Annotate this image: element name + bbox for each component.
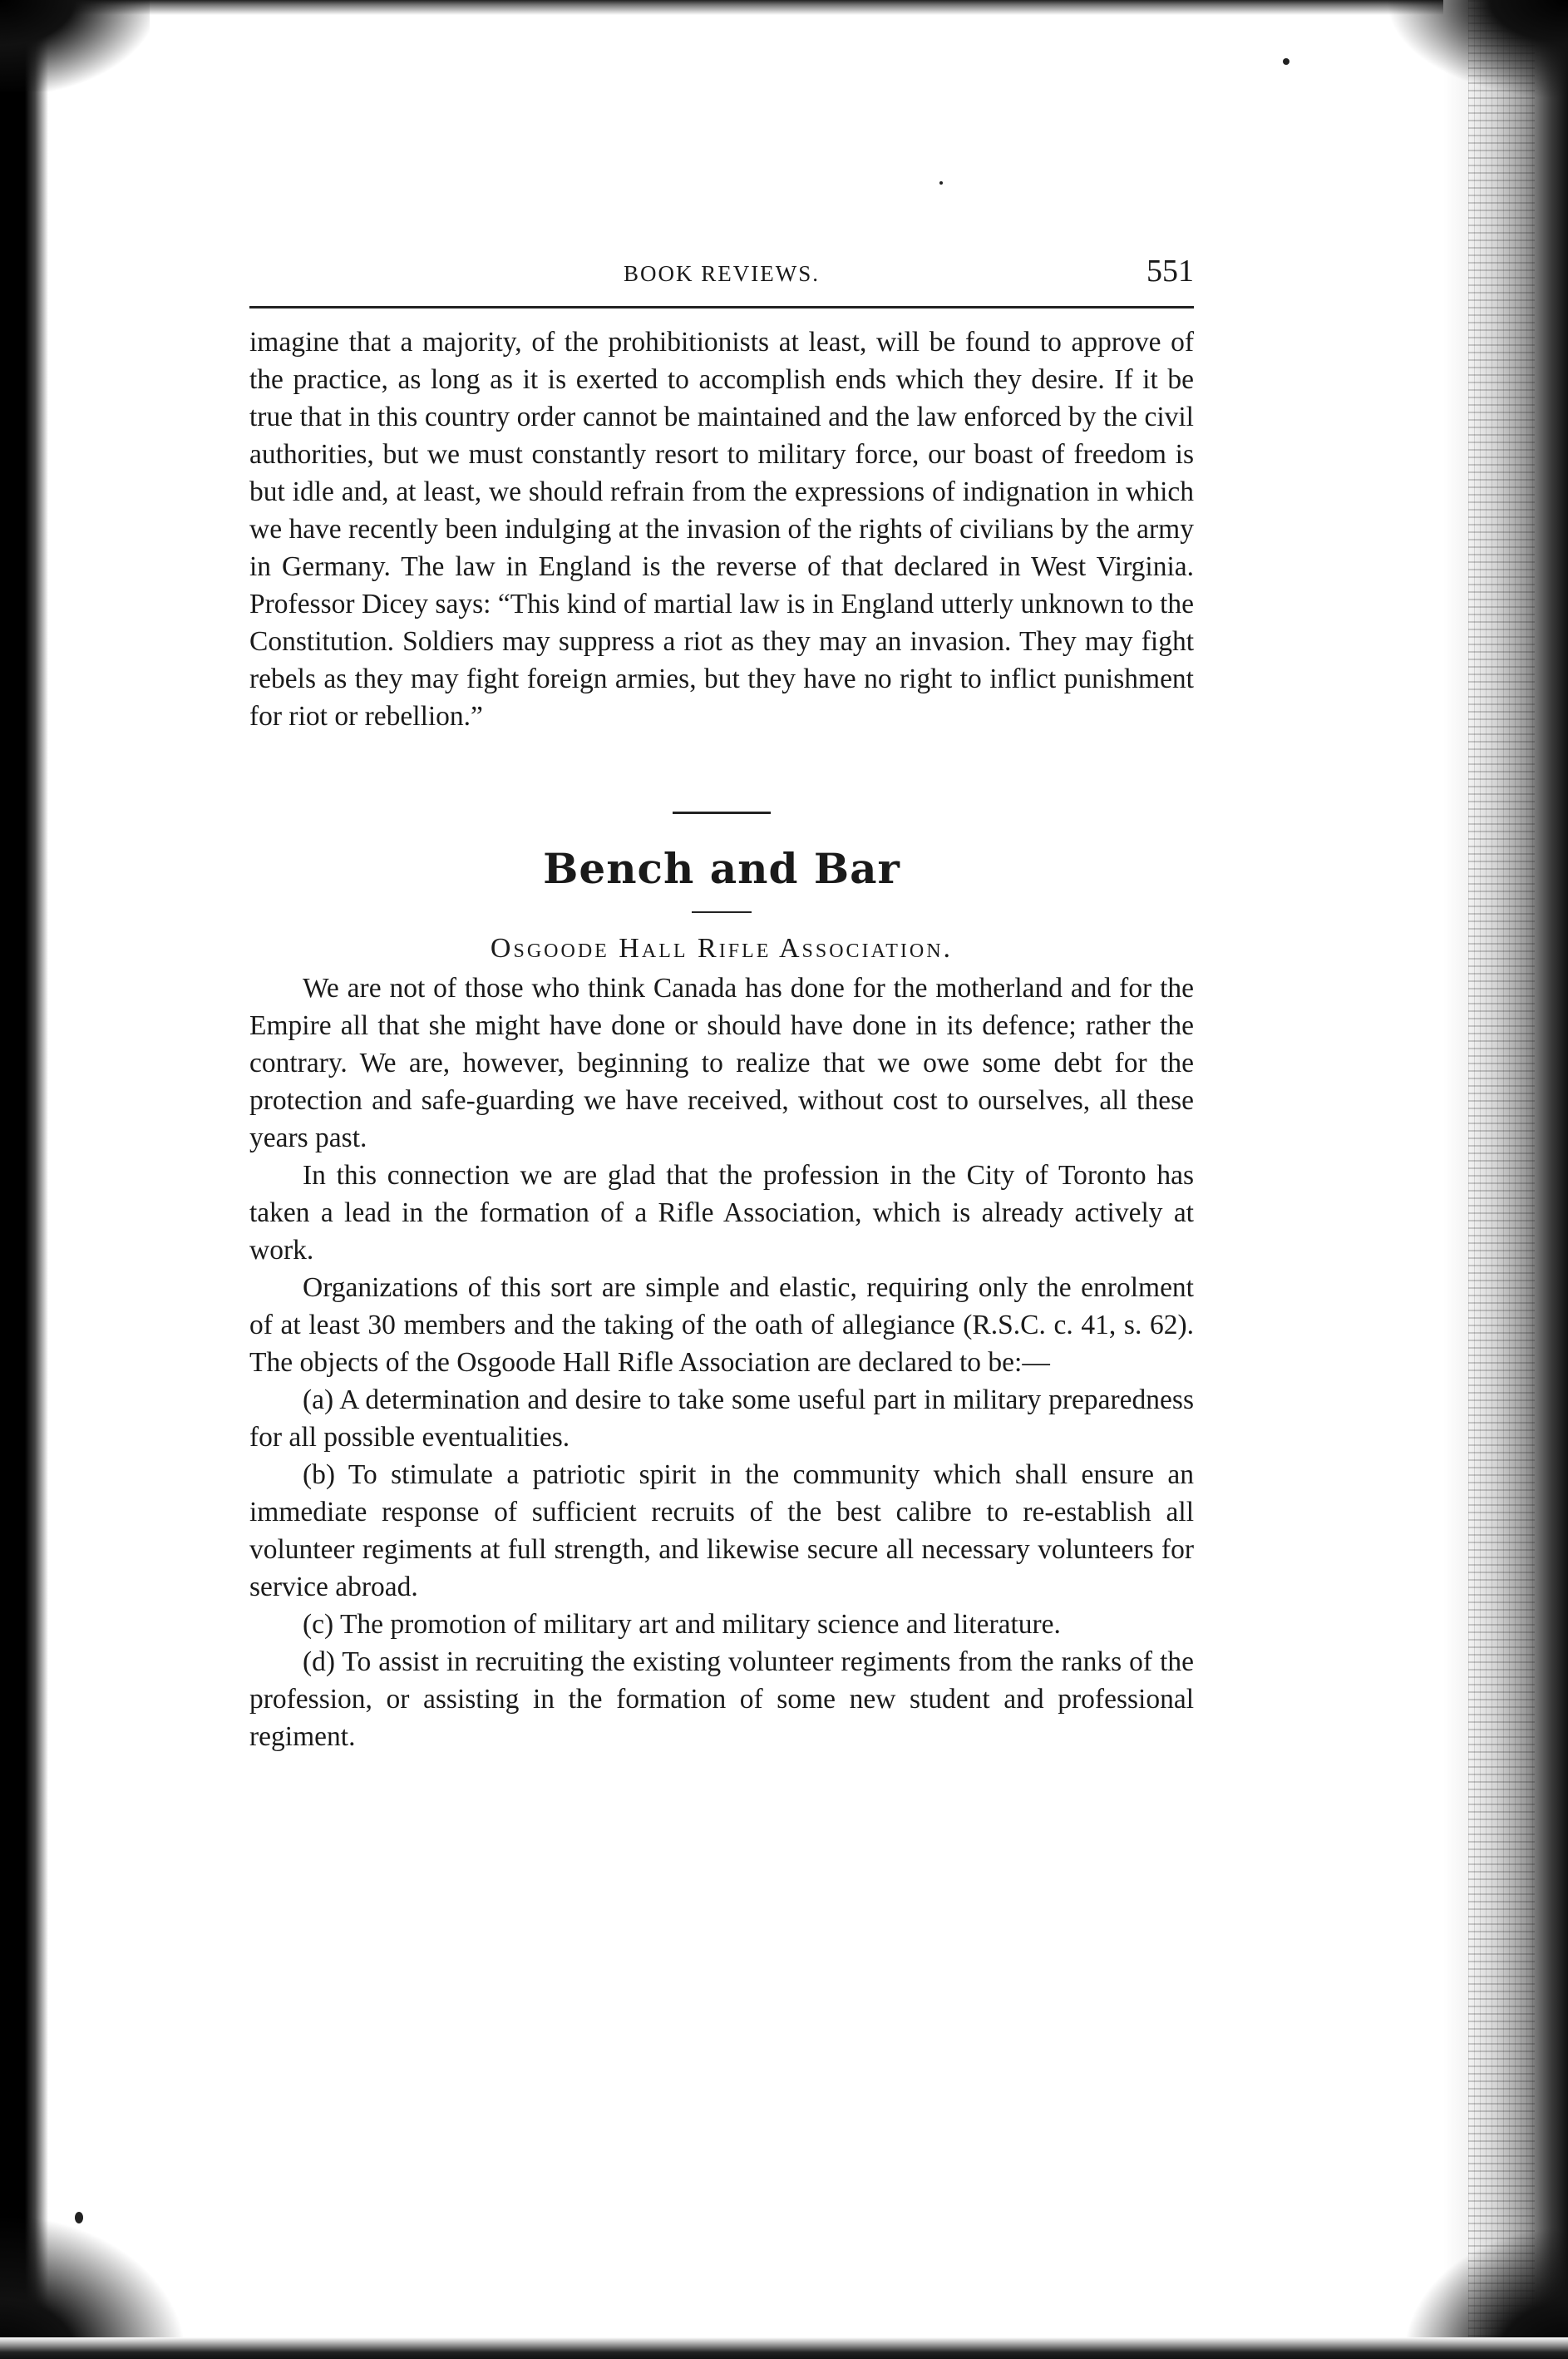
article-paragraph: Organizations of this sort are simple and elastic, requiring only the enrolment of at least 30 members and the taking of the oath of allegiance (R.S.C. c. 41, s. 62). The objects of the Osgoode Hall Rifle Association are declared to be:—: [249, 1272, 1194, 1378]
scan-shadow-top-right: [1385, 0, 1568, 100]
scan-edge-left: [0, 0, 48, 2359]
article-paragraph: In this connection we are glad that the profession in the City of Toronto has taken a lead in the formation of a Rifle Association, which is already actively at work.: [249, 1160, 1194, 1266]
article-paragraph: We are not of those who think Canada has done for the motherland and for the Empire all that she might have done or should have done in its defence; rather the contrary. We are, however, beginning to realize that we owe some debt for the protection and safe-guarding we have received, without cost to ourselves, all these years past.: [249, 973, 1194, 1153]
object-item-d: (d) To assist in recruiting the existing volunteer regiments from the ranks of the profession, or assisting in the formation of some new student and professional regiment.: [249, 1646, 1194, 1752]
scan-edge-top: [0, 0, 1568, 15]
review-continuation: [249, 323, 1194, 735]
page-number: 551: [1146, 254, 1194, 289]
running-head: BOOK REVIEWS.: [624, 261, 820, 286]
section-title: Bench and Bar: [543, 844, 900, 893]
title-rule: [692, 911, 752, 913]
page-header: [249, 249, 1194, 296]
scan-speckle-right: [1468, 0, 1535, 2359]
object-item-b: (b) To stimulate a patriotic spirit in the community which shall ensure an immediate response of sufficient recruits of the best calibre to re-establish all volunteer regiments at full strength, and likewise secure all necessary volunteers for service abroad.: [249, 1459, 1194, 1602]
scan-dust-spot: [939, 181, 943, 185]
scan-dust-spot: [75, 2212, 83, 2223]
header-rule: [249, 306, 1194, 308]
object-item-a: (a) A determination and desire to take some useful part in military preparedness for all possible eventualities.: [249, 1384, 1194, 1453]
section-separator: [673, 812, 771, 814]
review-paragraph: imagine that a majority, of the prohibitionists at least, will be found to approve of the practice, as long as it is exerted to accomplish ends which they desire. If it be true that in this country order cannot be maintained and the law enforced by the civil authorities, but we must constantly resort to military force, our boast of freedom is but idle and, at least, we should refrain from the expressions of indignation in which we have recently been indulging at the invasion of the rights of civilians by the army in Germany. The law in England is the reverse of that declared in West Virginia. Professor Dicey says: “This kind of martial law is in England utterly unknown to the Constitution. Soldiers may suppress a riot as they may an invasion. They may fight rebels as they may fight foreign armies, but they have no right to inflict punishment for riot or rebellion.”: [249, 327, 1194, 732]
article-subtitle: Osgoode Hall Rifle Association.: [490, 933, 954, 964]
article-body: [249, 970, 1194, 1755]
scan-shadow-top-left: [0, 0, 150, 91]
scan-edge-bottom: [0, 2337, 1568, 2359]
object-item-c: (c) The promotion of military art and military science and literature.: [303, 1609, 1061, 1640]
book-page: [249, 249, 1194, 1755]
scan-dust-spot: [1283, 58, 1289, 65]
